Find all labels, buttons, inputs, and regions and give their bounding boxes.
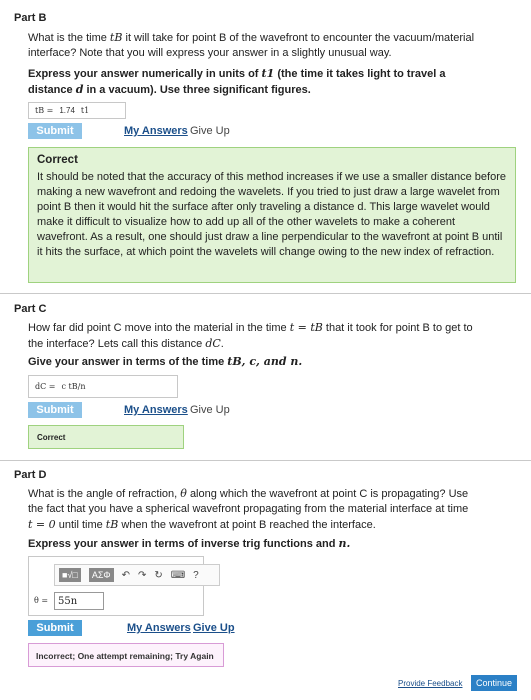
- part-c-question: How far did point C move into the material in the time t = tB that it took for point B to get to the interface? Lets call this distance dC.: [28, 321, 473, 350]
- answer-lhs: tB =: [35, 106, 54, 115]
- part-b-give-up-link[interactable]: Give Up: [190, 125, 230, 137]
- templates-button[interactable]: ■√□: [59, 568, 81, 582]
- part-d-submit-button[interactable]: Submit: [28, 620, 82, 636]
- part-c-my-answers-link[interactable]: My Answers: [124, 404, 188, 416]
- answer-value: 1.74: [59, 106, 75, 115]
- part-d-my-answers-link[interactable]: My Answers: [127, 622, 191, 634]
- part-b-answer-field[interactable]: [28, 102, 126, 119]
- part-b-question: What is the time tB it will take for point B of the wavefront to encounter the vacuum/material interface? Note that you will express your answer in a slightly unusual way.: [28, 31, 475, 59]
- answer-lhs: dC =: [35, 382, 56, 391]
- part-d-title: Part D: [14, 469, 47, 481]
- part-d-instructions: Express your answer in terms of inverse trig functions and n.: [28, 537, 351, 550]
- part-d-give-up-link[interactable]: Give Up: [193, 622, 235, 634]
- part-b-submit-button[interactable]: Submit: [28, 123, 82, 139]
- part-d-question: What is the angle of refraction, θ along which the wavefront at point C is propagating? Use the fact that you have a spherical wavefront propagating from the material interface at time t = 0 until time tB when the wavefront at point B reached the interface.: [28, 487, 469, 531]
- symbols-button[interactable]: ΑΣΦ: [89, 568, 114, 582]
- reset-icon[interactable]: ↻: [154, 569, 163, 581]
- answer-value: c tB/n: [61, 382, 86, 391]
- answer-unit: t1: [80, 106, 90, 115]
- part-d-answer-input[interactable]: 55n: [54, 592, 104, 610]
- keyboard-icon[interactable]: ⌨: [170, 569, 186, 581]
- feedback-title: Correct: [37, 154, 78, 166]
- part-c-give-up-link[interactable]: Give Up: [190, 404, 230, 416]
- tb-var: tB: [109, 31, 123, 44]
- part-b-my-answers-link[interactable]: My Answers: [124, 125, 188, 137]
- part-b-title: Part B: [14, 12, 47, 24]
- help-icon[interactable]: ?: [193, 569, 199, 581]
- part-c-feedback: Correct: [28, 425, 184, 449]
- answer-lhs: θ =: [34, 596, 49, 605]
- part-b-feedback: [28, 147, 516, 283]
- provide-feedback-link[interactable]: Provide Feedback: [398, 679, 463, 688]
- part-c-answer-field[interactable]: [28, 375, 178, 398]
- part-c-submit-button[interactable]: Submit: [28, 402, 82, 418]
- feedback-text: It should be noted that the accuracy of this method increases if we use a smaller distance before making a new wavefront and redoing the wavelets. If you tried to just draw a large wavelet from point B then it would hit the surface after only traveling a distance d. This large wavelet would make it difficult to visualize how to add up all of the other wavelets to make a coherent wavefront. As a result, one should just draw a line perpendicular to the wavefront at point B until it hits the surface, at which point the wavelets will change owing to the new index of refraction.: [37, 171, 506, 258]
- continue-button[interactable]: Continue: [471, 675, 517, 691]
- redo-icon[interactable]: ↷: [137, 569, 147, 581]
- undo-icon[interactable]: ↶: [121, 569, 130, 581]
- divider: [0, 293, 531, 294]
- part-c-title: Part C: [14, 303, 47, 315]
- math-toolbar: [54, 564, 220, 586]
- divider: [0, 460, 531, 461]
- part-d-feedback: Incorrect; One attempt remaining; Try Again: [28, 643, 224, 667]
- part-c-instructions: Give your answer in terms of the time tB, c, and n.: [28, 355, 303, 368]
- part-b-instructions: Express your answer numerically in units of t1 (the time it takes light to travel a distance d in a vacuum). Use three significant figures.: [28, 67, 446, 96]
